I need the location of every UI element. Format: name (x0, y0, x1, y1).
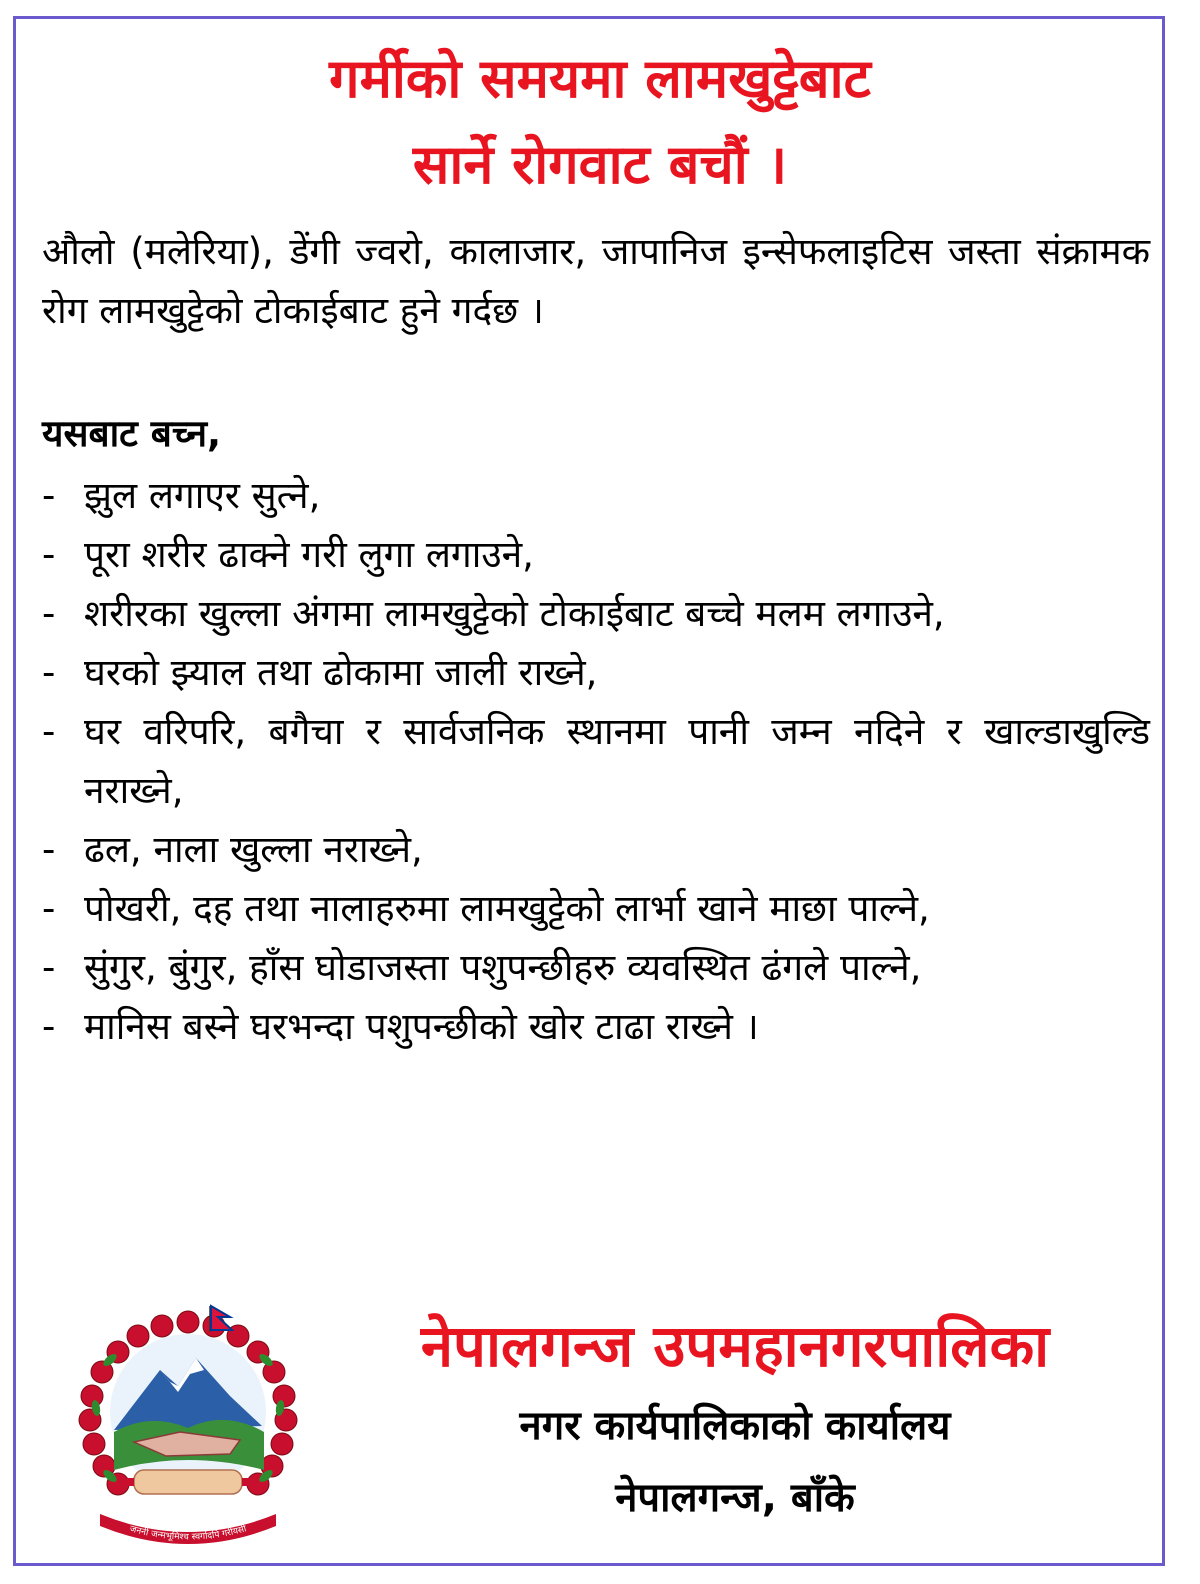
office-location: नेपालगन्ज, बाँके (615, 1475, 855, 1521)
poster-title-line1: गर्मीको समयमा लामखुट्टेबाट (329, 47, 871, 110)
list-item (42, 584, 1150, 643)
list-item (42, 879, 1150, 938)
bullet-dash: - (42, 533, 56, 576)
list-item-text: मानिस बस्ने घरभन्दा पशुपन्छीको खोर टाढा राख्ने । (84, 1005, 759, 1048)
list-item (42, 525, 1150, 584)
bullet-dash: - (42, 592, 56, 635)
bullet-dash: - (42, 710, 56, 753)
office-subtitle: नगर कार्यपालिकाको कार्यालय (519, 1403, 951, 1449)
intro-paragraph: औलो (मलेरिया), डेंगी ज्वरो, कालाजार, जापानिज इन्सेफलाइटिस जस्ता संक्रामक रोग लामखुट्टेको टोकाईबाट हुने गर्दछ । (42, 230, 1150, 332)
list-item-text: पोखरी, दह तथा नालाहरुमा लामखुट्टेको लार्भा खाने माछा पाल्ने, (84, 887, 930, 930)
bullet-dash: - (42, 946, 56, 989)
list-item-text: घरको झ्याल तथा ढोकामा जाली राख्ने, (84, 651, 598, 694)
bullet-dash: - (42, 887, 56, 930)
emblem-motto: जननी जन्मभूमिश्च स्वर्गादपि गरीयसी (128, 1524, 248, 1543)
bullet-dash: - (42, 828, 56, 871)
nepal-flag-icon (211, 1306, 232, 1330)
prevention-subheading: यसबाट बच्न, (42, 412, 222, 455)
list-item-text: घर वरिपरि, बगैचा र सार्वजनिक स्थानमा पानी जम्न नदिने र खाल्डाखुल्डि नराख्ने, (84, 710, 1150, 812)
office-name: नेपालगन्ज उपमहानगरपालिका (420, 1312, 1050, 1380)
list-item (42, 997, 1150, 1056)
prevention-list (42, 466, 1150, 1056)
list-item (42, 643, 1150, 702)
list-item-text: पूरा शरीर ढाक्ने गरी लुगा लगाउने, (84, 533, 534, 576)
poster-title-line2: सार्ने रोगवाट बचौं । (412, 133, 788, 196)
nepal-government-emblem-icon (70, 1300, 306, 1550)
list-item-text: ढल, नाला खुल्ला नराख्ने, (84, 828, 423, 871)
list-item (42, 466, 1150, 525)
bullet-dash: - (42, 1005, 56, 1048)
bullet-dash: - (42, 474, 56, 517)
list-item (42, 702, 1150, 820)
list-item-text: सुंगुर, बुंगुर, हाँस घोडाजस्ता पशुपन्छीहरु व्यवस्थित ढंगले पाल्ने, (84, 946, 922, 989)
list-item-text: शरीरका खुल्ला अंगमा लामखुट्टेको टोकाईबाट बच्चे मलम लगाउने, (84, 592, 945, 635)
bullet-dash: - (42, 651, 56, 694)
list-item-text: झुल लगाएर सुत्ने, (84, 474, 321, 517)
list-item (42, 938, 1150, 997)
list-item (42, 820, 1150, 879)
